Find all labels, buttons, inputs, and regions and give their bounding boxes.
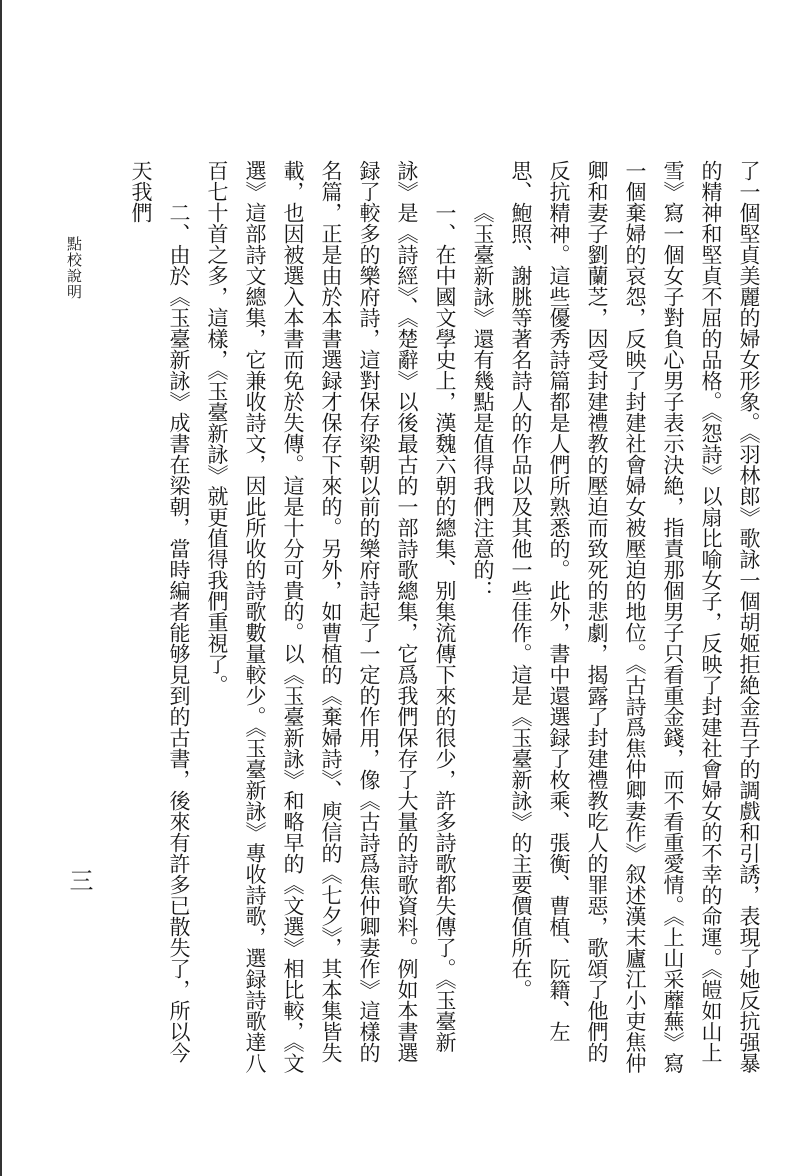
page-number: 三 [65,868,93,892]
page-left-edge [0,0,2,1176]
paragraph-point-two: 二、由於《玉臺新詠》成書在梁朝，當時編者能够見到的古書，後來有許多已散失了，所以今天我們 [129,160,191,1063]
paragraph-continuation: 了一個堅貞美麗的婦女形象。《羽林郎》歌詠一個胡姬拒絶金吾子的調戲和引誘，表現了她反抗强暴的精神和堅貞不屈的品格。《怨詩》以扇比喻女子，反映了封建社會婦女的不幸的命運。《皚如山上雪》寫一個女子對負心男子表示決絶，指責那個男子只看重金錢，而不看重愛情。《上山采蘼蕪》寫一個棄婦的哀怨，反映了封建社會婦女被壓迫的地位。《古詩爲焦仲卿妻作》叙述漢末廬江小吏焦仲卿和妻子劉蘭芝，因受封建禮教的壓迫而致死的悲劇，揭露了封建禮教吃人的罪惡，歌頌了他們的反抗精神。這些優秀詩篇都是人們所熟悉的。此外，書中還選録了枚乘、張衡、曹植、阮籍、左思、鮑照、謝朓等著名詩人的作品以及其他一些佳作。這是《玉臺新詠》的主要價值所在。 [509,160,761,1074]
paragraph-intro: 《玉臺新詠》還有幾點是值得我們注意的： [471,202,495,601]
body-text [108,160,768,1080]
running-header: 點校說明 [65,236,83,300]
paragraph-point-one: 一、在中國文學史上，漢魏六朝的總集、别集流傳下來的很少，許多詩歌都失傳了。《玉臺新詠》是《詩經》、《楚辭》以後最古的一部詩歌總集，它爲我們保存了大量的詩歌資料。例如本書選録了較多的樂府詩，這對保存梁朝以前的樂府詩起了一定的作用，像《古詩爲焦仲卿妻作》這樣的名篇，正是由於本書選録才保存下來的。另外，如曹植的《棄婦詩》、庾信的《七夕》，其本集皆失載，也因被選入本書而免於失傳。這是十分可貴的。以《玉臺新詠》和略早的《文選》相比較，《文選》這部詩文總集，它兼收詩文，因此所收的詩歌數量較少。《玉臺新詠》專收詩歌，選録詩歌達八百七十首之多，這樣，《玉臺新詠》就更值得我們重視了。 [205,160,457,1074]
